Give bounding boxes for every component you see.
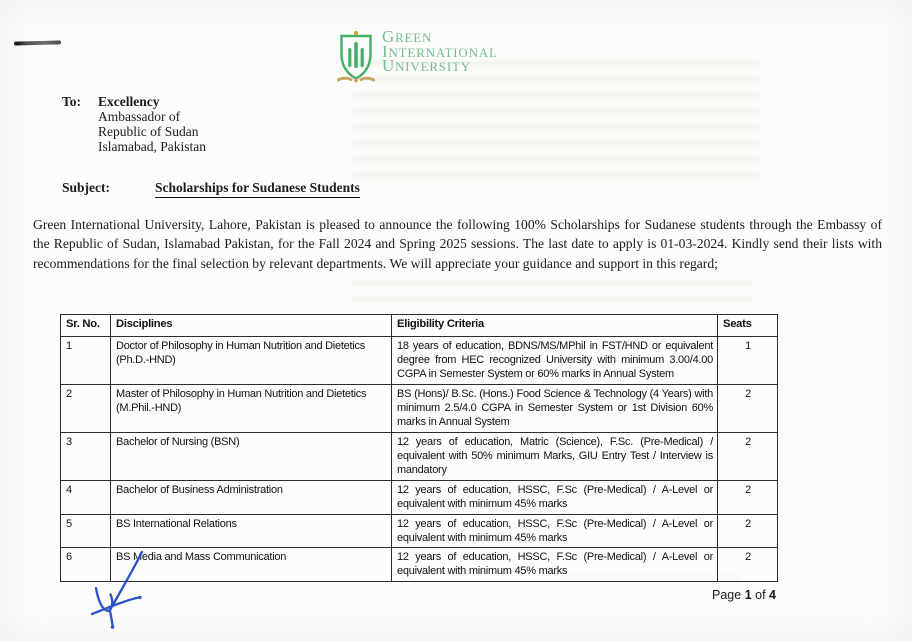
column-header-disciplines: Disciplines: [111, 315, 392, 337]
university-shield-icon: [337, 30, 375, 83]
discipline-cell: Bachelor of Business Administration: [111, 481, 392, 515]
bleedthrough-artifact: [352, 280, 752, 312]
body-paragraph: Green International University, Lahore, Pakistan is pleased to announce the following 100% Scholarships for Sudanese students through the Embassy of the Republic of Sudan, Islamabad Pakistan, for the Fall 2024 and Spring 2025 sessions. The last date to apply is 01-03-2024. Kindly send their lists with recommendations for the final selection by relevant departments. We will appreciate your guidance and support in this regard;: [33, 217, 882, 271]
sr-cell: 2: [61, 385, 111, 433]
table-header-row: [61, 315, 778, 337]
discipline-cell: Doctor of Philosophy in Human Nutrition and Dietetics (Ph.D.-HND): [111, 337, 392, 385]
seats-cell: 2: [718, 385, 778, 433]
eligibility-cell: 12 years of education, HSSC, F.Sc (Pre-Medical) / A-Level or equivalent with minimum 45% marks: [392, 548, 718, 582]
column-header-sr-no: Sr. No.: [61, 315, 111, 337]
eligibility-cell: BS (Hons)/ B.Sc. (Hons.) Food Science & Technology (4 Years) with minimum 2.5/4.0 CGPA in Semester System or 1st Division 60% marks in Annual System: [392, 385, 718, 433]
discipline-cell: BS International Relations: [111, 515, 392, 548]
footer-total-pages: 4: [769, 588, 776, 602]
sr-cell: 4: [61, 481, 111, 515]
footer-word-page: Page: [712, 588, 742, 602]
sr-cell: 6: [61, 548, 111, 582]
table-row: [61, 515, 778, 548]
table-row: [61, 481, 778, 515]
recipient-address: [98, 94, 206, 154]
seats-cell: 2: [718, 515, 778, 548]
sr-cell: 3: [61, 433, 111, 481]
seats-cell: 2: [718, 548, 778, 582]
seats-cell: 1: [718, 337, 778, 385]
sr-cell: 5: [61, 515, 111, 548]
seats-cell: 2: [718, 481, 778, 515]
discipline-cell: Bachelor of Nursing (BSN): [111, 433, 392, 481]
signature-ink: [85, 550, 147, 632]
recipient-line: Ambassador of: [98, 109, 181, 124]
seats-cell: 2: [718, 433, 778, 481]
column-header-eligibility: Eligibility Criteria: [392, 315, 718, 337]
sr-cell: 1: [61, 337, 111, 385]
recipient-label: To:: [62, 94, 82, 109]
university-logo: [337, 27, 498, 83]
subject-title: Scholarships for Sudanese Students: [155, 180, 360, 198]
footer-current-page: 1: [744, 588, 752, 602]
discipline-cell: Master of Philosophy in Human Nutrition and Dietetics (M.Phil.-HND): [111, 385, 392, 433]
eligibility-cell: 12 years of education, HSSC, F.Sc (Pre-Medical) / A-Level or equivalent with minimum 45% marks: [392, 515, 718, 548]
table-row: [61, 433, 778, 481]
pen-mark-artifact: [14, 40, 61, 45]
recipient-line: Republic of Sudan: [98, 124, 199, 139]
table-row: [61, 548, 778, 582]
logo-line-1: GREEN: [382, 27, 433, 46]
eligibility-cell: 12 years of education, HSSC, F.Sc (Pre-Medical) / A-Level or equivalent with minimum 45% marks: [392, 481, 718, 515]
eligibility-cell: 12 years of education, Matric (Science), F.Sc. (Pre-Medical) / equivalent with 50% minimum Marks, GIU Entry Test / Interview is mandatory: [392, 433, 718, 481]
recipient-line: Excellency: [98, 94, 160, 109]
discipline-cell: BS Media and Mass Communication: [111, 548, 392, 582]
table-row: [61, 337, 778, 385]
logo-line-3: UNIVERSITY: [382, 56, 471, 75]
column-header-seats: Seats: [718, 315, 778, 337]
eligibility-cell: 18 years of education, BDNS/MS/MPhil in FST/HND or equivalent degree from HEC recognized University with minimum 3.00/4.00 CGPA in Semester System or 60% marks in Annual System: [392, 337, 718, 385]
subject-label: Subject:: [62, 180, 110, 195]
university-name: [382, 27, 498, 75]
table-row: [61, 385, 778, 433]
footer-word-of: of: [755, 588, 766, 602]
page-footer: [712, 588, 776, 602]
recipient-line: Islamabad, Pakistan: [98, 139, 206, 154]
scholarships-table: [60, 314, 778, 582]
logo-line-2: INTERNATIONAL: [382, 41, 498, 61]
